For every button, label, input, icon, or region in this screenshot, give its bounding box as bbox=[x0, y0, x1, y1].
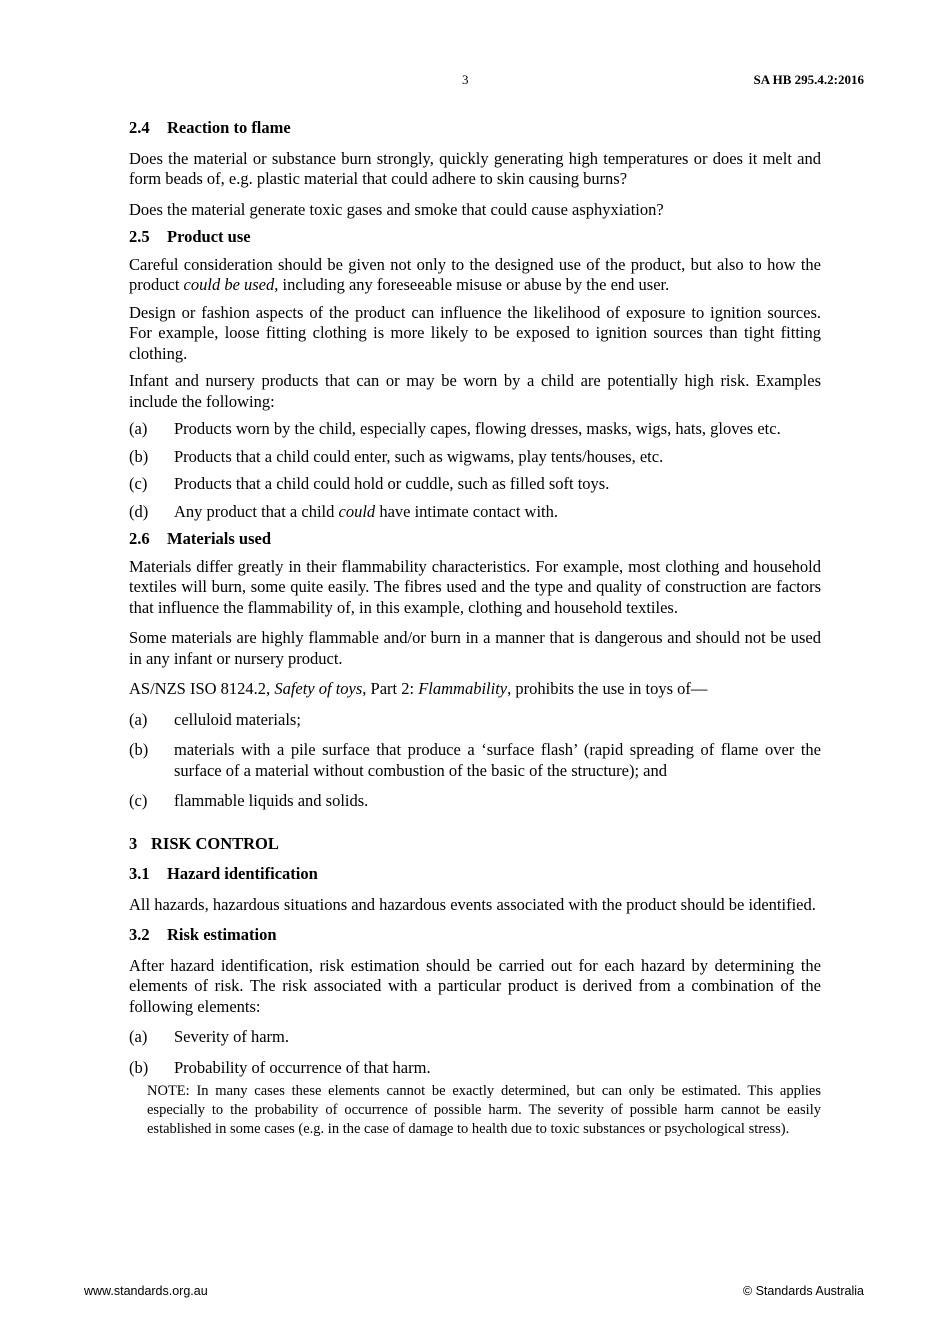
section-heading-3: 3 RISK CONTROL bbox=[129, 833, 279, 853]
section-heading-2-6: 2.6 Materials used bbox=[129, 529, 272, 548]
list-item: (d) Any product that a child could have intimate contact with. bbox=[129, 501, 559, 521]
footer-website: www.standards.org.au bbox=[84, 1284, 208, 1298]
paragraph: Design or fashion aspects of the product can influence the likelihood of exposure to ignition sources. For example, loose fitting clothing is more likely to be exposed to ignition sources than tight fitting clothing. bbox=[129, 302, 821, 363]
paragraph: Does the material generate toxic gases and smoke that could cause asphyxiation? bbox=[129, 199, 664, 219]
section-heading-3-1: 3.1 Hazard identification bbox=[129, 864, 318, 883]
list-item: (b) materials with a pile surface that produce a ‘surface flash’ (rapid spreading of flame over the surface of a material without combustion of the basic of the structure); and bbox=[129, 740, 821, 780]
paragraph: AS/NZS ISO 8124.2, Safety of toys, Part 2: Flammability, prohibits the use in toys of— bbox=[129, 679, 708, 698]
document-code: SA HB 295.4.2:2016 bbox=[753, 72, 864, 87]
paragraph: Some materials are highly flammable and/or burn in a manner that is dangerous and should not be used in any infant or nursery product. bbox=[129, 628, 821, 668]
paragraph: Materials differ greatly in their flammability characteristics. For example, most clothing and household textiles will burn, some quite easily. The fibres used and the type and quality of construction are factors that influence the flammability of, in this example, clothing and household textiles. bbox=[129, 556, 821, 617]
paragraph: Infant and nursery products that can or may be worn by a child are potentially high risk. Examples include the following: bbox=[129, 371, 821, 411]
list-item: (c) Products that a child could hold or cuddle, such as filled soft toys. bbox=[129, 474, 610, 493]
paragraph: All hazards, hazardous situations and hazardous events associated with the product should be identified. bbox=[129, 894, 816, 914]
note: NOTE: In many cases these elements cannot be exactly determined, but can only be estimated. This applies especially to the probability of occurrence of possible harm. The severity of possible harm cannot be easily established in some cases (e.g. in the case of damage to health due to toxic substances or psychological stress). bbox=[147, 1083, 821, 1137]
footer-copyright: © Standards Australia bbox=[742, 1284, 864, 1298]
section-heading-2-5: 2.5 Product use bbox=[129, 227, 251, 246]
list-item: (a) celluloid materials; bbox=[129, 709, 301, 729]
list-item: (a) Products worn by the child, especially capes, flowing dresses, masks, wigs, hats, gloves etc. bbox=[129, 419, 781, 438]
list-item: (c) flammable liquids and solids. bbox=[129, 791, 369, 810]
paragraph: Careful consideration should be given not only to the designed use of the product, but also to how the product could be used, including any foreseeable misuse or abuse by the end user. bbox=[129, 254, 821, 294]
section-heading-3-2: 3.2 Risk estimation bbox=[129, 925, 277, 944]
list-item: (b) Probability of occurrence of that harm. bbox=[129, 1057, 431, 1077]
list-item: (b) Products that a child could enter, such as wigwams, play tents/houses, etc. bbox=[129, 446, 664, 466]
paragraph: After hazard identification, risk estimation should be carried out for each hazard by determining the elements of risk. The risk associated with a particular product is derived from a combination of the following elements: bbox=[129, 955, 821, 1016]
list-item: (a) Severity of harm. bbox=[129, 1027, 290, 1046]
page-content bbox=[129, 118, 821, 1139]
paragraph: Does the material or substance burn strongly, quickly generating high temperatures or does it melt and form beads of, e.g. plastic material that could adhere to skin causing burns? bbox=[129, 148, 821, 188]
page-number: 3 bbox=[462, 72, 469, 87]
section-heading-2-4: 2.4 Reaction to flame bbox=[129, 118, 291, 137]
